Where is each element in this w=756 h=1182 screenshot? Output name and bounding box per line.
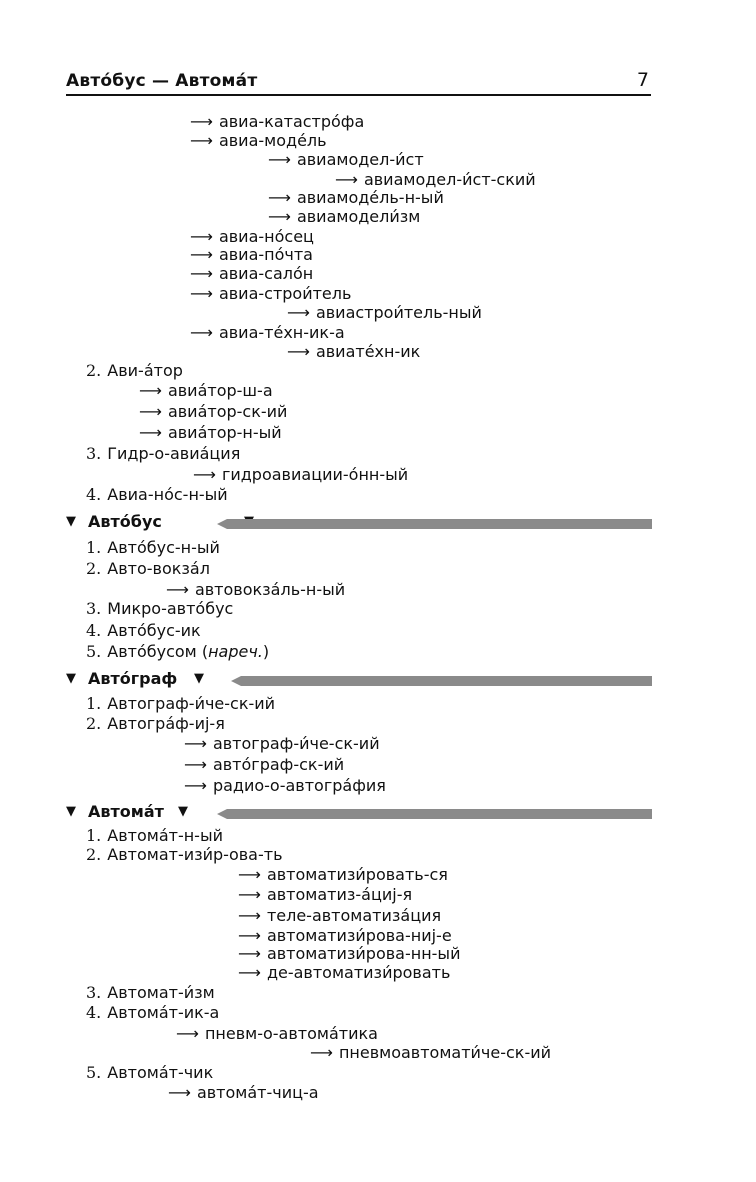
arrow-icon: ⟶ [335,170,358,189]
arrow-icon: ⟶ [176,1024,199,1043]
triangle-down-icon: ▼ [66,671,76,686]
entry-line: ⟶ авиа-катастро́фа [190,112,365,131]
arrow-icon: ⟶ [238,906,261,925]
entry-line: ⟶ авиастрои́тель-ный [287,303,482,322]
entry-line: ⟶ авиа́тор-ш-а [139,381,273,400]
entry-line: ⟶ пневм-о-автома́тика [176,1024,378,1043]
arrow-icon: ⟶ [190,323,213,342]
section-header-avtomat [66,802,652,824]
arrow-icon: ⟶ [238,944,261,963]
entry-line: 4. Авиа-но́с-н-ый [86,485,228,504]
entry-line: ⟶ автоматизи́ровать-ся [238,865,448,884]
arrow-icon: ⟶ [190,112,213,131]
headword: Авто́граф [88,669,178,688]
entry-line: ⟶ авиамодел-и́ст-ский [335,170,536,189]
entry-line: 2. Ави-а́тор [86,361,183,380]
entry-line: 1. Автома́т-н-ый [86,826,223,845]
entry-line: ⟶ авиа-строи́тель [190,284,352,303]
entry-line: ⟶ авиа-сало́н [190,264,314,283]
entry-line: ⟶ авиа́тор-ск-ий [139,402,288,421]
triangle-down-icon: ▼ [66,514,76,529]
entry-line: 1. Автограф-и́че-ск-ий [86,694,276,713]
entry-line: 5. Авто́бусом (нареч.) [86,642,270,661]
entry-line: 3. Гидр-о-авиа́ция [86,444,241,463]
entry-line: ⟶ автоматиз-а́циj-я [238,885,413,904]
entry-line: 5. Автома́т-чик [86,1063,214,1082]
entry-line: ⟶ автовокза́ль-н-ый [166,580,346,599]
arrow-icon: ⟶ [238,865,261,884]
entry-line: 3. Микро-авто́бус [86,599,234,618]
entry-line: ⟶ авиате́хн-ик [287,342,421,361]
entry-line: ⟶ авиа́тор-н-ый [139,423,282,442]
entry-line: ⟶ авиамодел-и́ст [268,150,424,169]
entry-line: ⟶ авиа-по́чта [190,245,313,264]
section-bar [227,519,652,529]
arrow-icon: ⟶ [190,264,213,283]
entry-line: 2. Авто-вокза́л [86,559,210,578]
arrow-icon: ⟶ [139,423,162,442]
entry-line: 3. Автомат-и́зм [86,983,215,1002]
arrow-icon: ⟶ [190,131,213,150]
entry-line: ⟶ пневмоавтомати́че-ск-ий [310,1043,552,1062]
arrow-icon: ⟶ [238,926,261,945]
running-title: Авто́бус — Автома́т [66,71,258,91]
entry-line: ⟶ автограф-и́че-ск-ий [184,734,380,753]
arrow-icon: ⟶ [184,755,207,774]
arrow-icon: ⟶ [139,402,162,421]
arrow-icon: ⟶ [166,580,189,599]
entry-line: ⟶ авиамоде́ль-н-ый [268,188,444,207]
arrow-icon: ⟶ [190,284,213,303]
entry-line: 4. Автома́т-ик-а [86,1003,220,1022]
entry-line: ⟶ теле-автоматиза́ция [238,906,442,925]
triangle-down-icon: ▼ [178,804,188,819]
entry-line: ⟶ автоматизи́рова-нн-ый [238,944,461,963]
section-header-avtobus [66,512,652,534]
headword: Автома́т [88,802,164,821]
arrow-icon: ⟶ [287,303,310,322]
arrow-icon: ⟶ [184,776,207,795]
arrow-icon: ⟶ [310,1043,333,1062]
entry-line: 2. Автомат-изи́р-ова-ть [86,845,283,864]
entry-line: 4. Авто́бус-ик [86,621,201,640]
section-bar [241,676,652,686]
arrow-icon: ⟶ [139,381,162,400]
page-number: 7 [636,69,649,91]
arrow-icon: ⟶ [190,227,213,246]
arrow-icon: ⟶ [168,1083,191,1102]
arrow-icon: ⟶ [190,245,213,264]
headword: Авто́бус [88,512,162,531]
entry-line: 1. Авто́бус-н-ый [86,538,220,557]
arrow-icon: ⟶ [287,342,310,361]
entry-line: ⟶ автома́т-чиц-а [168,1083,319,1102]
entry-line: ⟶ де-автоматизи́ровать [238,963,451,982]
entry-line: ⟶ радио-о-автогра́фия [184,776,386,795]
arrow-icon: ⟶ [184,734,207,753]
arrow-icon: ⟶ [268,188,291,207]
entry-line: ⟶ авиамодели́зм [268,207,421,226]
entry-line: ⟶ авиа-моде́ль [190,131,327,150]
arrow-icon: ⟶ [268,150,291,169]
arrow-icon: ⟶ [238,885,261,904]
entry-line: ⟶ гидроавиации-о́нн-ый [193,465,409,484]
triangle-down-icon: ▼ [66,804,76,819]
arrow-icon: ⟶ [268,207,291,226]
entry-line: ⟶ авто́граф-ск-ий [184,755,345,774]
entry-line: 2. Автогра́ф-иj-я [86,714,225,733]
section-header-avtograf [66,669,652,691]
entry-line: ⟶ автоматизи́рова-ниj-е [238,926,452,945]
triangle-down-icon: ▼ [194,671,204,686]
entry-line: ⟶ авиа-те́хн-ик-а [190,323,345,342]
entry-line: ⟶ авиа-но́сец [190,227,314,246]
arrow-icon: ⟶ [193,465,216,484]
arrow-icon: ⟶ [238,963,261,982]
section-bar [227,809,652,819]
